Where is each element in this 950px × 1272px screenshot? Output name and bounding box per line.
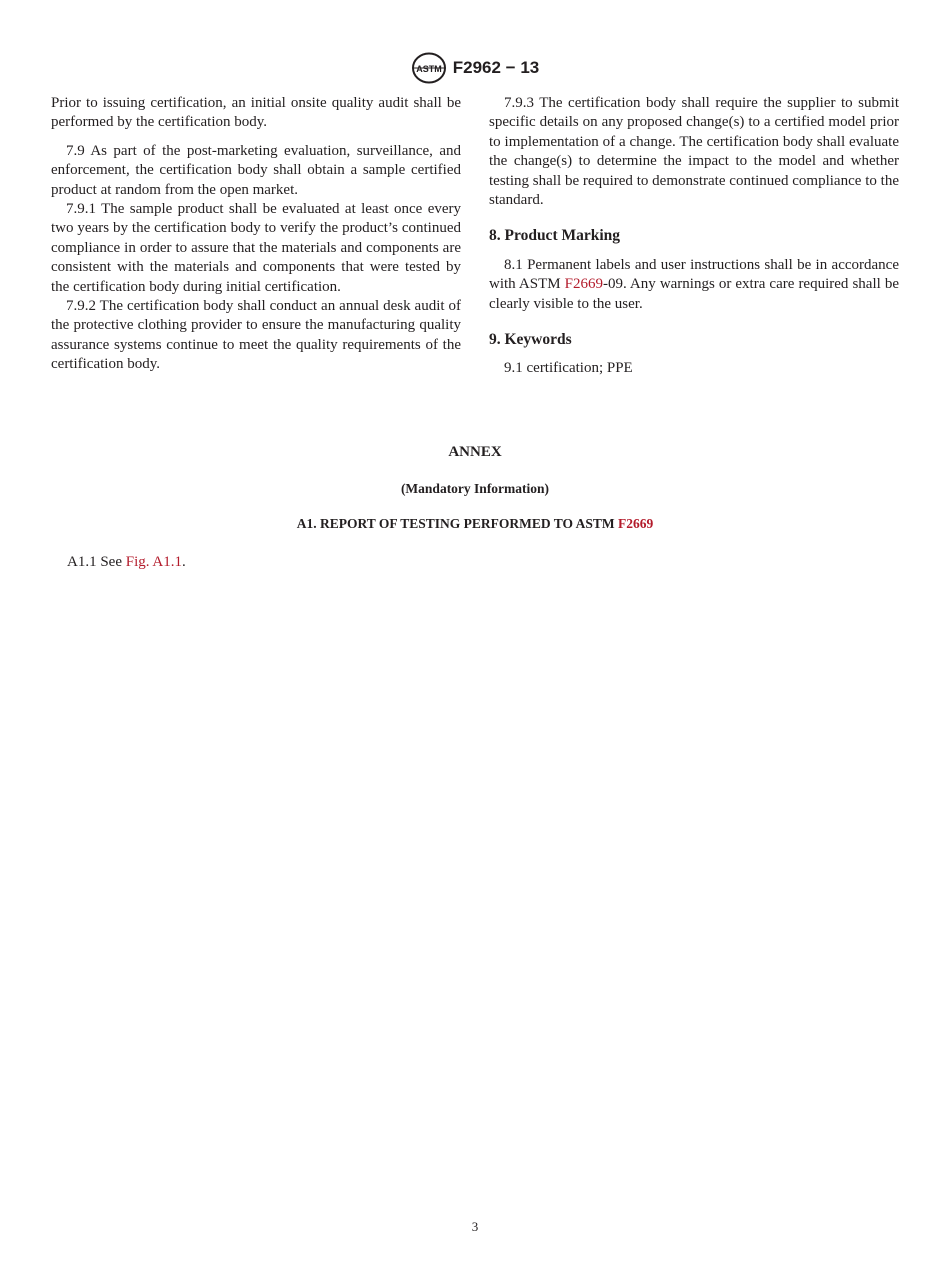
section-9-heading: 9. Keywords	[489, 331, 572, 349]
astm-logo-text: ASTM	[416, 64, 442, 74]
annex-section-text: A1. REPORT OF TESTING PERFORMED TO ASTM	[296, 516, 619, 531]
paragraph-7-9-1: 7.9.1 The sample product shall be evaluated at least once every two years by the certification body to verify the product’s continued compliance in order to assure that the materials and components are consistent with the materials and components that were tested by the certification body during initial certification.	[51, 201, 461, 295]
section-8-heading: 8. Product Marking	[489, 227, 621, 245]
left-column	[51, 94, 461, 375]
paragraph-audit: Prior to issuing certification, an initial onsite quality audit shall be performed by the certification body.	[51, 95, 461, 131]
paragraph-7-9: 7.9 As part of the post-marketing evaluation, surveillance, and enforcement, the certification body shall obtain a sample certified product at random from the open market.	[51, 142, 461, 198]
paragraph-8-1-rest: -09. Any warnings or extra care required shall be clearly visible to the user.	[489, 276, 899, 312]
document-id: F2962 − 13	[452, 58, 540, 77]
paragraph-8-1-text: 8.1 Permanent labels and user instructions shall be in accordance with ASTM	[489, 256, 899, 293]
page-header	[0, 52, 950, 84]
annex-paragraph-text: A1.1 See	[67, 554, 126, 570]
astm-logo	[411, 52, 447, 84]
paragraph-7-9-3: 7.9.3 The certification body shall require the supplier to submit specific details on any proposed change(s) to a certified model prior to implementation of a change. The certification body shall evaluate the change(s) to determine the impact to the model and whether testing shall be required to demonstrate continued compliance to the standard.	[489, 95, 899, 209]
right-column	[489, 94, 899, 379]
paragraph-8-1	[489, 256, 899, 314]
annex-f2669-link[interactable]: F2669	[618, 516, 654, 531]
fig-a1-1-link[interactable]: Fig. A1.1	[125, 554, 183, 570]
annex-section-a1	[0, 516, 950, 532]
annex-title: ANNEX	[448, 444, 502, 460]
annex-paragraph-a1-1	[67, 554, 186, 571]
page-number: 3	[471, 1219, 479, 1234]
f2669-link[interactable]: F2669	[564, 276, 603, 293]
annex-paragraph-end: .	[182, 554, 186, 570]
annex-subtitle: (Mandatory Information)	[400, 481, 550, 496]
paragraph-9-1: 9.1 certification; PPE	[504, 360, 633, 377]
paragraph-7-9-2: 7.9.2 The certification body shall conduct an annual desk audit of the protective clothing provider to ensure the manufacturing quality assurance systems continue to meet the quality requirements of the certification body.	[51, 298, 461, 373]
